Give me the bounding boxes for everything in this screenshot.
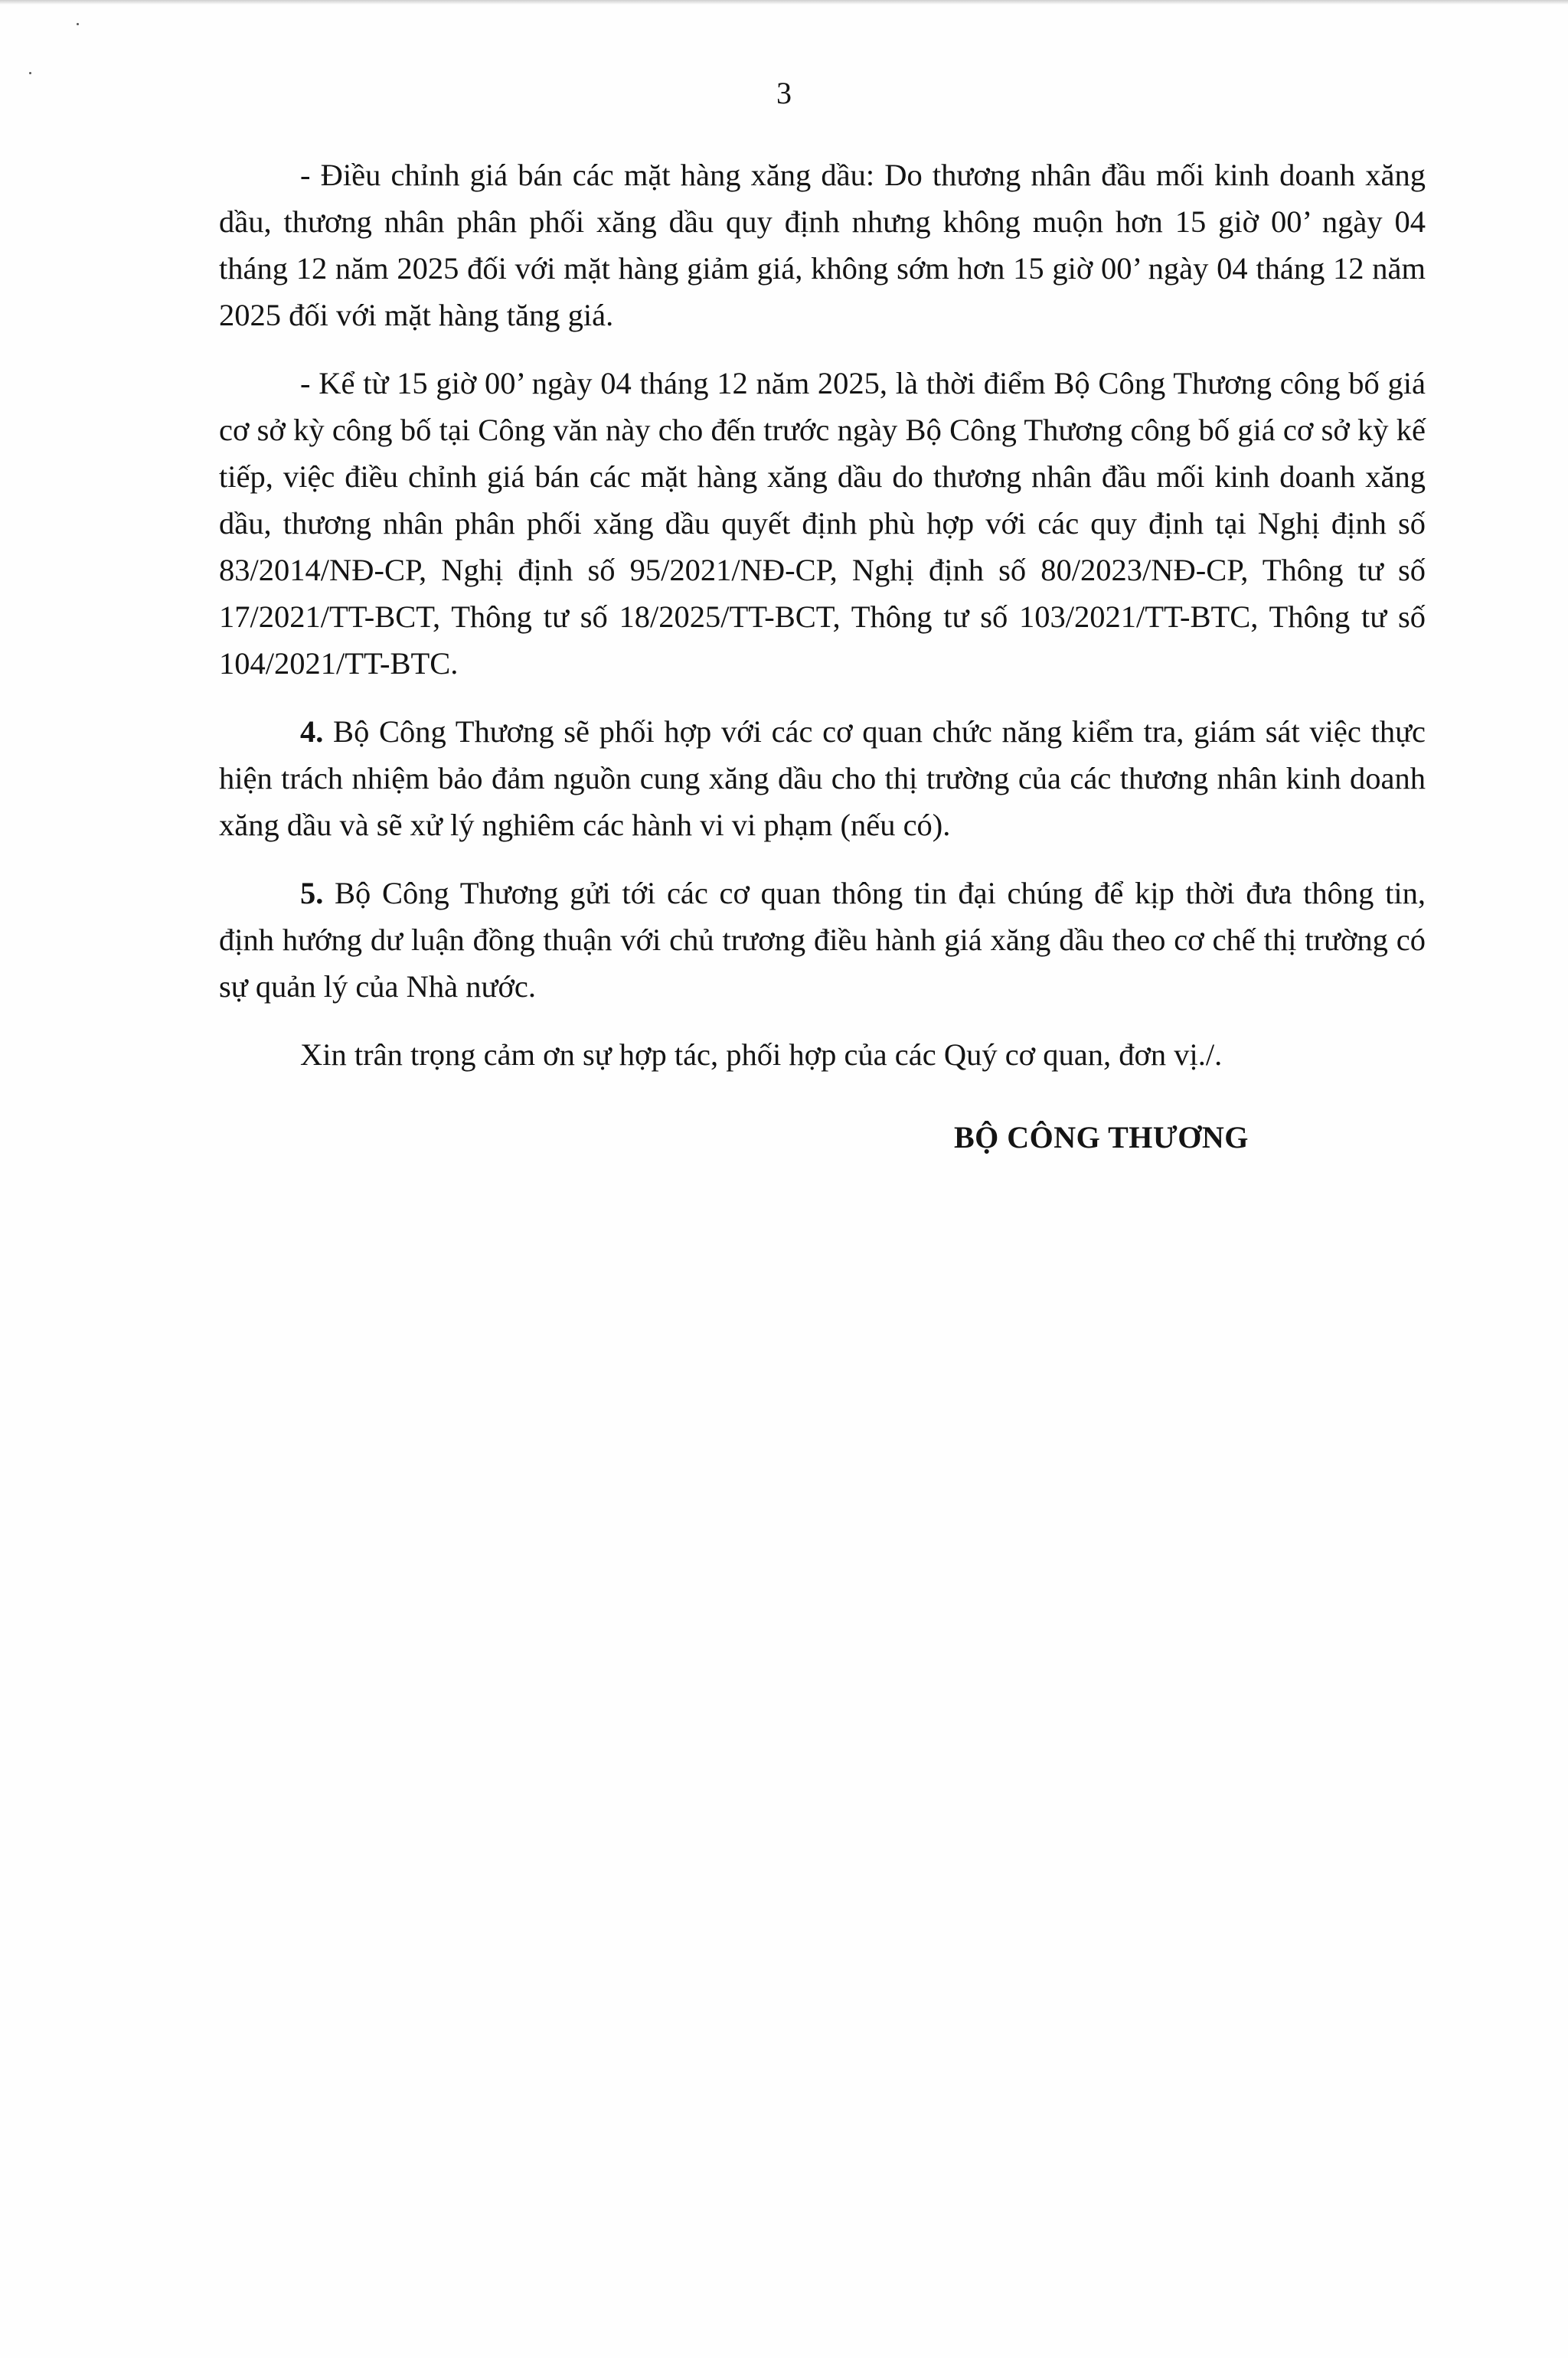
paragraph-price-adjustment: [219, 152, 1426, 338]
scan-top-edge: [0, 0, 1568, 5]
document-body: [219, 152, 1426, 1078]
scan-speck: [29, 72, 31, 74]
page-number: 3: [776, 76, 792, 110]
scan-speck: [77, 23, 79, 25]
paragraph-number: 5.: [300, 876, 324, 910]
paragraph-text: Bộ Công Thương sẽ phối hợp với các cơ quan chức năng kiểm tra, giám sát việc thực hiện trách nhiệm bảo đảm nguồn cung xăng dầu cho thị trường của các thương nhân kinh doanh xăng dầu và sẽ xử lý nghiêm các hành vi vi phạm (nếu có).: [219, 714, 1426, 842]
paragraph-text: - Kể từ 15 giờ 00’ ngày 04 tháng 12 năm 2025, là thời điểm Bộ Công Thương công bố giá cơ sở kỳ công bố tại Công văn này cho đến trước ngày Bộ Công Thương công bố giá cơ sở kỳ kế tiếp, việc điều chỉnh giá bán các mặt hàng xăng dầu do thương nhân đầu mối kinh doanh xăng dầu, thương nhân phân phối xăng dầu quyết định phù hợp với các quy định tại Nghị định số 83/2014/NĐ-CP, Nghị định số 95/2021/NĐ-CP, Nghị định số 80/2023/NĐ-CP, Thông tư số 17/2021/TT-BCT, Thông tư số 18/2025/TT-BCT, Thông tư số 103/2021/TT-BTC, Thông tư số 104/2021/TT-BTC.: [219, 366, 1426, 681]
paragraph-number: 4.: [300, 714, 324, 749]
signature-issuer: BỘ CÔNG THƯƠNG: [954, 1120, 1249, 1155]
paragraph-item-5: [219, 870, 1426, 1010]
closing-line: Xin trân trọng cảm ơn sự hợp tác, phối hợp của các Quý cơ quan, đơn vị./.: [300, 1037, 1223, 1072]
paragraph-effective-time: [219, 360, 1426, 687]
paragraph-text: Bộ Công Thương gửi tới các cơ quan thông tin đại chúng để kịp thời đưa thông tin, định hướng dư luận đồng thuận với chủ trương điều hành giá xăng dầu theo cơ chế thị trường có sự quản lý của Nhà nước.: [219, 876, 1426, 1004]
paragraph-item-4: [219, 708, 1426, 848]
paragraph-text: - Điều chỉnh giá bán các mặt hàng xăng dầu: Do thương nhân đầu mối kinh doanh xăng dầu, thương nhân phân phối xăng dầu quy định nhưng không muộn hơn 15 giờ 00’ ngày 04 tháng 12 năm 2025 đối với mặt hàng giảm giá, không sớm hơn 15 giờ 00’ ngày 04 tháng 12 năm 2025 đối với mặt hàng tăng giá.: [219, 158, 1426, 332]
